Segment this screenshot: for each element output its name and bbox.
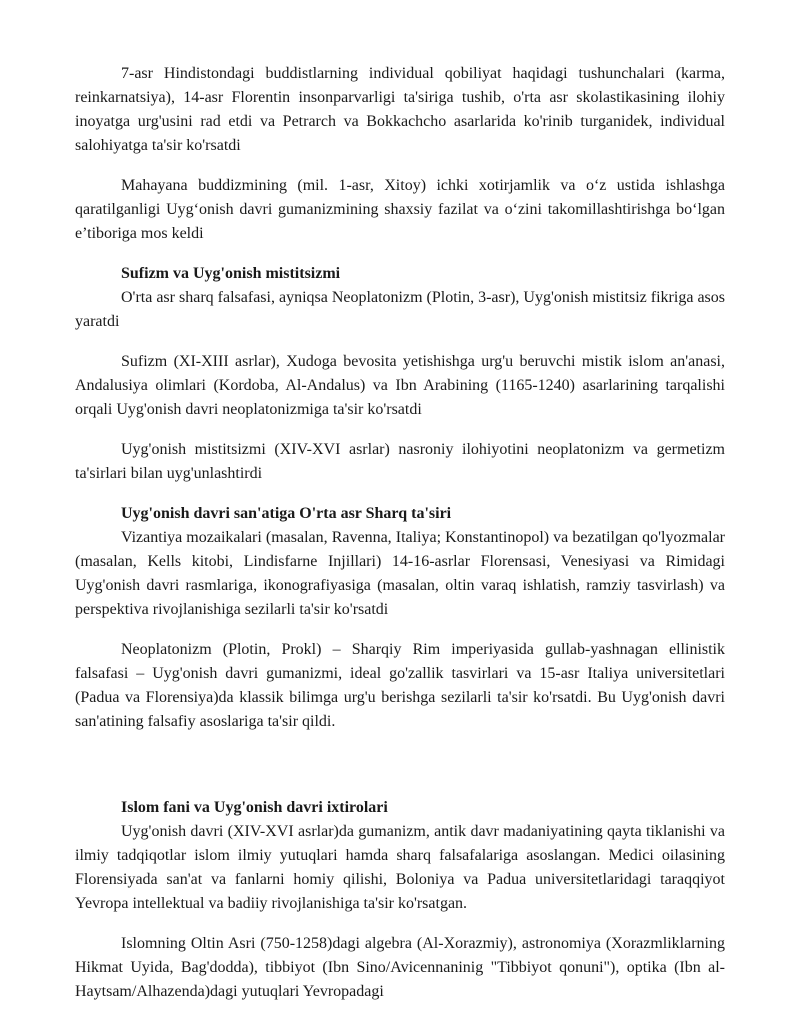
paragraph: Vizantiya mozaikalari (masalan, Ravenna, Italiya; Konstantinopol) va bezatilgan qo'lyozmalar (masalan, Kells kitobi, Lindisfarne Injillari) 14-16-asrlar Florensasi, Venesiyasi va Rimidagi Uyg'onish davri rasmlariga, ikonografiyasiga (masalan, oltin varaq ishlatish, ramziy tasvirlash) va perspektiva rivojlanishiga sezilarli ta'sir ko'rsatdi — [75, 529, 725, 618]
paragraph: Uyg'onish davri (XIV-XVI asrlar)da gumanizm, antik davr madaniyatining qayta tiklanishi va ilmiy tadqiqotlar islom ilmiy yutuqlari hamda sharq falsafalariga asoslangan. Medici oilasining Florensiyada san'at va fanlarni homiy qilishi, Boloniya va Padua universitetlaridagi taraqqiyot Yevropa intellektual va badiiy rivojlanishiga ta'sir ko'rsatgan. — [75, 823, 725, 912]
paragraph: Mahayana buddizmining (mil. 1-asr, Xitoy) ichki xotirjamlik va o‘z ustida ishlashga qaratilganligi Uyg‘onish davri gumanizmining shaxsiy fazilat va o‘zini takomillashtirishga bo‘lgan e’tiboriga mos keldi — [75, 177, 725, 242]
paragraph: Sufizm (XI-XIII asrlar), Xudoga bevosita yetishishga urg'u beruvchi mistik islom an'anasi, Andalusiya olimlari (Kordoba, Al-Andalus) va Ibn Arabining (1165-1240) asarlarining tarqalishi orqali Uyg'onish davri neoplatonizmiga ta'sir ko'rsatdi — [75, 353, 725, 418]
paragraph: Neoplatonizm (Plotin, Prokl) – Sharqiy Rim imperiyasida gullab-yashnagan ellinistik falsafasi – Uyg'onish davri gumanizmi, ideal go'zallik tasvirlari va 15-asr Italiya universitetlari (Padua va Florensiya)da klassik bilimga urg'u berishga sezilarli ta'sir ko'rsatdi. Bu Uyg'onish davri san'atining falsafiy asoslariga ta'sir qildi. — [75, 641, 725, 730]
paragraph: 7-asr Hindistondagi buddistlarning individual qobiliyat haqidagi tushunchalari (karma, reinkarnatsiya), 14-asr Florentin insonparvarligi ta'siriga tushib, o'rta asr skolastikasining ilohiy inoyatga urg'usini rad etdi va Petrarch va Bokkachcho asarlarida ko'rinib turganidek, individual salohiyatga ta'sir ko'rsatdi — [75, 65, 725, 154]
paragraph: Islomning Oltin Asri (750-1258)dagi algebra (Al-Xorazmiy), astronomiya (Xorazmliklarning Hikmat Uyida, Bag'dodda), tibbiyot (Ibn Sino/Avicennaninig "Tibbiyot qonuni"), optika (Ibn al-Haytsam/Alhazenda)dagi yutuqlari Yevropadagi — [75, 935, 725, 1000]
section-heading: Islom fani va Uyg'onish davri ixtirolari — [121, 799, 388, 816]
section-heading: Sufizm va Uyg'onish mistitsizmi — [121, 265, 341, 282]
spacer — [75, 750, 725, 786]
section-heading: Uyg'onish davri san'atiga O'rta asr Sharq ta'siri — [121, 505, 452, 522]
paragraph: O'rta asr sharq falsafasi, ayniqsa Neoplatonizm (Plotin, 3-asr), Uyg'onish mistitsiz fikriga asos yaratdi — [75, 289, 725, 330]
paragraph: Uyg'onish mistitsizmi (XIV-XVI asrlar) nasroniy ilohiyotini neoplatonizm va germetizm ta'sirlari bilan uyg'unlashtirdi — [75, 441, 725, 482]
